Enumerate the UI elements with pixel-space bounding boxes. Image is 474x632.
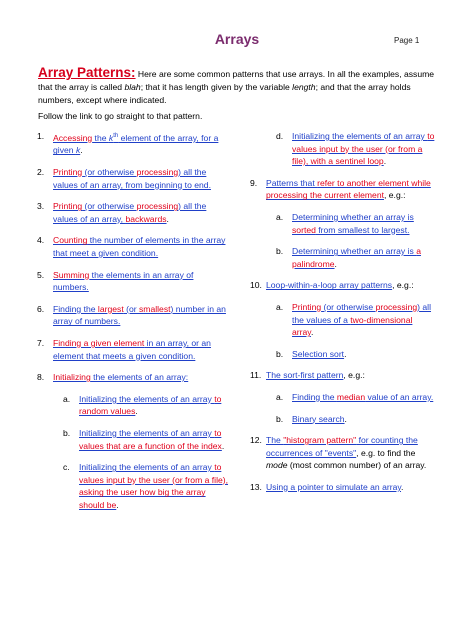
link-refer-other[interactable]: Patterns that (266, 177, 318, 188)
link-finding-largest[interactable]: Finding the (53, 303, 98, 314)
list-item-7: 7. Finding a given element in an array, or an element that meets a given condition. (37, 337, 211, 361)
link-histogram[interactable]: The (266, 435, 284, 446)
list-item-8b: b. Initializing the elements of an array to values that are a function of the index. (63, 427, 225, 451)
list-item-9: 9. Patterns that refer to another element while processing the current element, e.g.: (250, 177, 431, 201)
list-item-10a: a. Printing (or otherwise processing) all the values of a two-dimensional array. (276, 301, 432, 338)
link-initializing[interactable]: Initializing (53, 372, 91, 383)
intro-paragraph: Array Patterns: Here are some common patterns that use arrays. In all the examples, assume that the array is called blah; that it has length given by the variable length; and that the array holds numbers, except where indicated. (38, 65, 435, 105)
list-item-13: 13. Using a pointer to simulate an array. (250, 481, 404, 492)
link-pointer[interactable]: Using a pointer to simulate an array (266, 481, 402, 492)
follow-instruction: Follow the link to go straight to that pattern. (38, 111, 203, 121)
link-summing[interactable]: Summing (53, 269, 90, 280)
list-item-5: 5. Summing the elements in an array of numbers. (37, 269, 194, 293)
list-item-1: 1. Accessing the $k^{th}$ element of the array, for a given k. (37, 131, 219, 156)
list-item-10: 10. Loop-within-a-loop array patterns, e.g.: (250, 280, 414, 291)
link-counting[interactable]: Counting (53, 235, 88, 246)
list-item-8: 8. Initializing the elements of an array: (37, 372, 189, 383)
link-sort-first[interactable]: The sort-first pattern (266, 370, 344, 381)
list-item-11: 11. The sort-first pattern, e.g.: (250, 370, 365, 381)
right-column (250, 130, 436, 502)
list-item-4: 4. Counting the number of elements in the array that meet a given condition. (37, 235, 226, 259)
list-item-9a: a. Determining whether an array is sorted from smallest to largest. (276, 211, 414, 235)
page-title: Arrays (214, 31, 260, 47)
left-column (37, 130, 229, 521)
link-printing-backwards[interactable]: Printing (53, 201, 83, 212)
list-item-11b: b. Binary search. (276, 413, 347, 424)
list-item-6: 6. Finding the largest (or smallest) number in an array of numbers. (37, 303, 226, 327)
list-item-8a: a. Initializing the elements of an array to random values. (63, 393, 222, 417)
list-item-8c: c. Initializing the elements of an array to values input by the user (or from a file), asking the user how big the array should be. (63, 462, 229, 510)
list-item-2: 2. Printing (or otherwise processing) all the values of an array, from beginning to end. (37, 167, 211, 190)
list-item-3: 3. Printing (or otherwise processing) all the values of an array, backwards. (37, 201, 207, 224)
array-patterns-heading: Array Patterns: (38, 65, 136, 80)
list-item-11a: a. Finding the median value of an array. (276, 391, 434, 402)
list-item-8d: d. Initializing the elements of an array to values input by the user (or from a file), with a sentinel loop. (276, 131, 435, 167)
link-loop-within-loop[interactable]: Loop-within-a-loop array patterns (266, 280, 393, 291)
link-printing[interactable]: Printing (53, 167, 83, 178)
link-accessing[interactable]: Accessing (53, 132, 93, 143)
page-number: Page 1 (394, 36, 420, 45)
list-item-12: 12. The "histogram pattern" for counting the occurrences of "events", e.g. to find the mode (most common number) of an array. (250, 435, 427, 471)
list-item-9b: b. Determining whether an array is a palindrome. (276, 246, 421, 269)
list-item-10b: b. Selection sort. (276, 348, 347, 359)
link-finding-element[interactable]: Finding a given element (53, 337, 145, 348)
